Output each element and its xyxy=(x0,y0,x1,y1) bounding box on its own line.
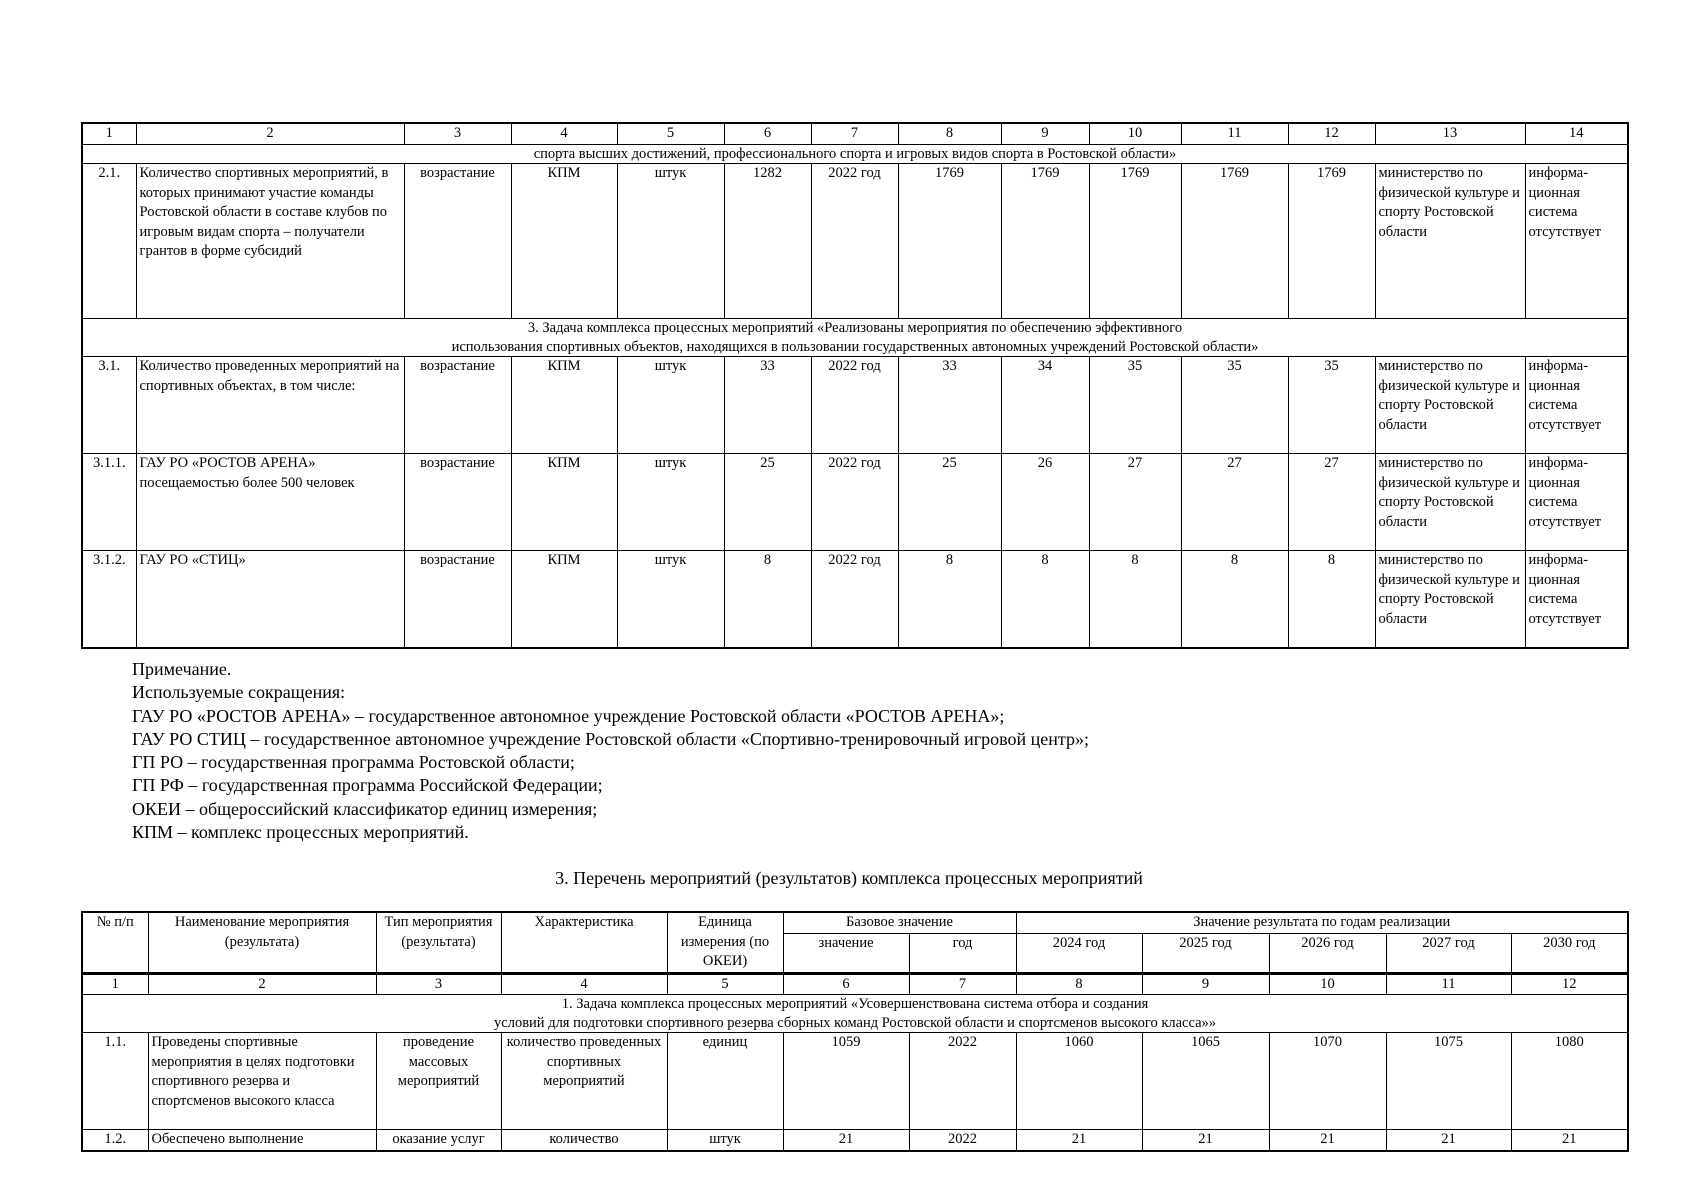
value-4: 1075 xyxy=(1386,1033,1511,1130)
direction: возрастание xyxy=(404,551,511,649)
table-row xyxy=(82,1033,1628,1130)
note-line: ОКЕИ – общероссийский классификатор единиц измерения; xyxy=(132,798,598,819)
header-row xyxy=(82,912,1628,933)
notes-subtitle: Используемые сокращения: xyxy=(132,682,346,703)
row-number: 3.1.2. xyxy=(82,551,136,649)
row-number: 2.1. xyxy=(82,164,136,319)
col-number: 11 xyxy=(1386,973,1511,995)
base-year: 2022 год xyxy=(811,357,898,454)
value-3: 21 xyxy=(1269,1130,1386,1151)
value-2: 8 xyxy=(1001,551,1089,649)
row-number: 1.2. xyxy=(82,1130,148,1151)
header-year: 2030 год xyxy=(1511,933,1628,973)
header-num: № п/п xyxy=(82,912,148,973)
base-year: 2022 год xyxy=(811,551,898,649)
value-4: 27 xyxy=(1181,454,1288,551)
value-5: 21 xyxy=(1511,1130,1628,1151)
note-line: ГАУ РО СТИЦ – государственное автономное учреждение Ростовской области «Спортивно-тренировочный игровой центр»; xyxy=(132,728,1089,749)
row-number: 3.1.1. xyxy=(82,454,136,551)
section-heading: 3. Перечень мероприятий (результатов) комплекса процессных мероприятий xyxy=(555,868,1143,888)
unit: штук xyxy=(617,357,724,454)
value-2: 26 xyxy=(1001,454,1089,551)
value-5: 27 xyxy=(1288,454,1375,551)
unit: единиц xyxy=(667,1033,783,1130)
continuation-text: спорта высших достижений, профессионального спорта и игровых видов спорта в Ростовской области» xyxy=(82,144,1628,164)
header-year: 2027 год xyxy=(1386,933,1511,973)
direction: возрастание xyxy=(404,357,511,454)
value-1: 1060 xyxy=(1016,1033,1142,1130)
col-number: 5 xyxy=(667,973,783,995)
activity-type: проведение массовых мероприятий xyxy=(376,1033,501,1130)
level: КПМ xyxy=(511,357,617,454)
value-4: 1769 xyxy=(1181,164,1288,319)
value-2: 1065 xyxy=(1142,1033,1269,1130)
col-number: 1 xyxy=(82,973,148,995)
unit: штук xyxy=(617,454,724,551)
col-number: 7 xyxy=(909,973,1016,995)
col-number: 6 xyxy=(724,123,811,144)
header-base-year: год xyxy=(909,933,1016,973)
header-name: Наименование мероприятия (результата) xyxy=(148,912,376,973)
table-row xyxy=(82,357,1628,454)
value-5: 1080 xyxy=(1511,1033,1628,1130)
indicator-name: Количество спортивных мероприятий, в которых принимают участие команды Ростовской области в составе клубов по игровым видам спорта – получатели грантов в форме субсидий xyxy=(136,164,404,319)
value-2: 21 xyxy=(1142,1130,1269,1151)
section-title xyxy=(82,319,1628,357)
col-number: 13 xyxy=(1375,123,1525,144)
value-3: 8 xyxy=(1089,551,1181,649)
base-value: 25 xyxy=(724,454,811,551)
value-3: 27 xyxy=(1089,454,1181,551)
value-4: 21 xyxy=(1386,1130,1511,1151)
header-result: Значение результата по годам реализации xyxy=(1016,912,1628,933)
direction: возрастание xyxy=(404,164,511,319)
activity-name: Проведены спортивные мероприятия в целях подготовки спортивного резерва и спортсменов высокого класса xyxy=(148,1033,376,1130)
base-value: 1282 xyxy=(724,164,811,319)
direction: возрастание xyxy=(404,454,511,551)
info-system: информа-ционная система отсутствует xyxy=(1525,164,1628,319)
value-4: 8 xyxy=(1181,551,1288,649)
section-title-line: использования спортивных объектов, находящихся в пользовании государственных автономных учреждений Ростовской области» xyxy=(451,338,1259,355)
unit: штук xyxy=(667,1130,783,1151)
row-number: 3.1. xyxy=(82,357,136,454)
indicator-name: Количество проведенных мероприятий на спортивных объектах, в том числе: xyxy=(136,357,404,454)
info-system: информа-ционная система отсутствует xyxy=(1525,357,1628,454)
column-number-row xyxy=(82,123,1628,144)
col-number: 8 xyxy=(898,123,1001,144)
col-number: 11 xyxy=(1181,123,1288,144)
value-2: 1769 xyxy=(1001,164,1089,319)
base-value: 21 xyxy=(783,1130,909,1151)
col-number: 10 xyxy=(1269,973,1386,995)
value-5: 8 xyxy=(1288,551,1375,649)
value-1: 25 xyxy=(898,454,1001,551)
value-3: 1769 xyxy=(1089,164,1181,319)
col-number: 2 xyxy=(136,123,404,144)
base-year: 2022 год xyxy=(811,164,898,319)
characteristic: количество xyxy=(501,1130,667,1151)
table-row xyxy=(82,454,1628,551)
col-number: 4 xyxy=(511,123,617,144)
value-1: 33 xyxy=(898,357,1001,454)
header-type: Тип мероприятия (результата) xyxy=(376,912,501,973)
value-3: 1070 xyxy=(1269,1033,1386,1130)
value-2: 34 xyxy=(1001,357,1089,454)
base-year: 2022 xyxy=(909,1130,1016,1151)
responsible: министерство по физической культуре и спорту Ростовской области xyxy=(1375,357,1525,454)
unit: штук xyxy=(617,551,724,649)
header-year: 2024 год xyxy=(1016,933,1142,973)
activities-table xyxy=(81,911,1629,1152)
col-number: 7 xyxy=(811,123,898,144)
base-value: 8 xyxy=(724,551,811,649)
note-line: ГП РФ – государственная программа Российской Федерации; xyxy=(132,775,603,796)
task-title xyxy=(82,995,1628,1033)
section-row xyxy=(82,995,1628,1033)
level: КПМ xyxy=(511,551,617,649)
task-title-line: 1. Задача комплекса процессных мероприятий «Усовершенствована система отбора и создания xyxy=(561,996,1149,1012)
col-number: 5 xyxy=(617,123,724,144)
notes-block xyxy=(132,658,1089,844)
notes-title: Примечание. xyxy=(132,659,232,679)
note-line: КПМ – комплекс процессных мероприятий. xyxy=(132,822,469,843)
info-system: информа-ционная система отсутствует xyxy=(1525,551,1628,649)
col-number: 14 xyxy=(1525,123,1628,144)
table-row xyxy=(82,1130,1628,1151)
col-number: 3 xyxy=(404,123,511,144)
value-5: 35 xyxy=(1288,357,1375,454)
task-title-line: условий для подготовки спортивного резерва сборных команд Ростовской области и спортсменов высокого класса»» xyxy=(494,1014,1217,1031)
section-row xyxy=(82,319,1628,357)
table-row xyxy=(82,551,1628,649)
table-row xyxy=(82,164,1628,319)
header-unit: Единица измерения (по ОКЕИ) xyxy=(667,912,783,973)
header-year: 2025 год xyxy=(1142,933,1269,973)
section-row xyxy=(82,144,1628,164)
col-number: 12 xyxy=(1511,973,1628,995)
base-year: 2022 xyxy=(909,1033,1016,1130)
header-base-value: значение xyxy=(783,933,909,973)
info-system: информа-ционная система отсутствует xyxy=(1525,454,1628,551)
base-value: 1059 xyxy=(783,1033,909,1130)
level: КПМ xyxy=(511,164,617,319)
level: КПМ xyxy=(511,454,617,551)
col-number: 8 xyxy=(1016,973,1142,995)
col-number: 2 xyxy=(148,973,376,995)
indicators-table xyxy=(81,122,1629,649)
col-number: 1 xyxy=(82,123,136,144)
col-number: 9 xyxy=(1142,973,1269,995)
activity-type: оказание услуг xyxy=(376,1130,501,1151)
responsible: министерство по физической культуре и спорту Ростовской области xyxy=(1375,454,1525,551)
col-number: 10 xyxy=(1089,123,1181,144)
value-1: 8 xyxy=(898,551,1001,649)
col-number: 6 xyxy=(783,973,909,995)
col-number: 4 xyxy=(501,973,667,995)
header-year: 2026 год xyxy=(1269,933,1386,973)
activity-name: Обеспечено выполнение xyxy=(148,1130,376,1151)
header-base: Базовое значение xyxy=(783,912,1016,933)
base-value: 33 xyxy=(724,357,811,454)
responsible: министерство по физической культуре и спорту Ростовской области xyxy=(1375,551,1525,649)
value-5: 1769 xyxy=(1288,164,1375,319)
header-characteristic: Характеристика xyxy=(501,912,667,973)
base-year: 2022 год xyxy=(811,454,898,551)
value-4: 35 xyxy=(1181,357,1288,454)
col-number: 9 xyxy=(1001,123,1089,144)
value-3: 35 xyxy=(1089,357,1181,454)
indicator-name: ГАУ РО «РОСТОВ АРЕНА» посещаемостью более 500 человек xyxy=(136,454,404,551)
col-number: 3 xyxy=(376,973,501,995)
value-1: 1769 xyxy=(898,164,1001,319)
characteristic: количество проведенных спортивных мероприятий xyxy=(501,1033,667,1130)
indicator-name: ГАУ РО «СТИЦ» xyxy=(136,551,404,649)
section-title-line: 3. Задача комплекса процессных мероприятий «Реализованы мероприятия по обеспечению эффективного xyxy=(527,320,1183,336)
responsible: министерство по физической культуре и спорту Ростовской области xyxy=(1375,164,1525,319)
row-number: 1.1. xyxy=(82,1033,148,1130)
value-1: 21 xyxy=(1016,1130,1142,1151)
column-number-row xyxy=(82,973,1628,995)
unit: штук xyxy=(617,164,724,319)
note-line: ГАУ РО «РОСТОВ АРЕНА» – государственное автономное учреждение Ростовской области «РОСТОВ АРЕНА»; xyxy=(132,705,1005,726)
col-number: 12 xyxy=(1288,123,1375,144)
note-line: ГП РО – государственная программа Ростовской области; xyxy=(132,752,575,773)
